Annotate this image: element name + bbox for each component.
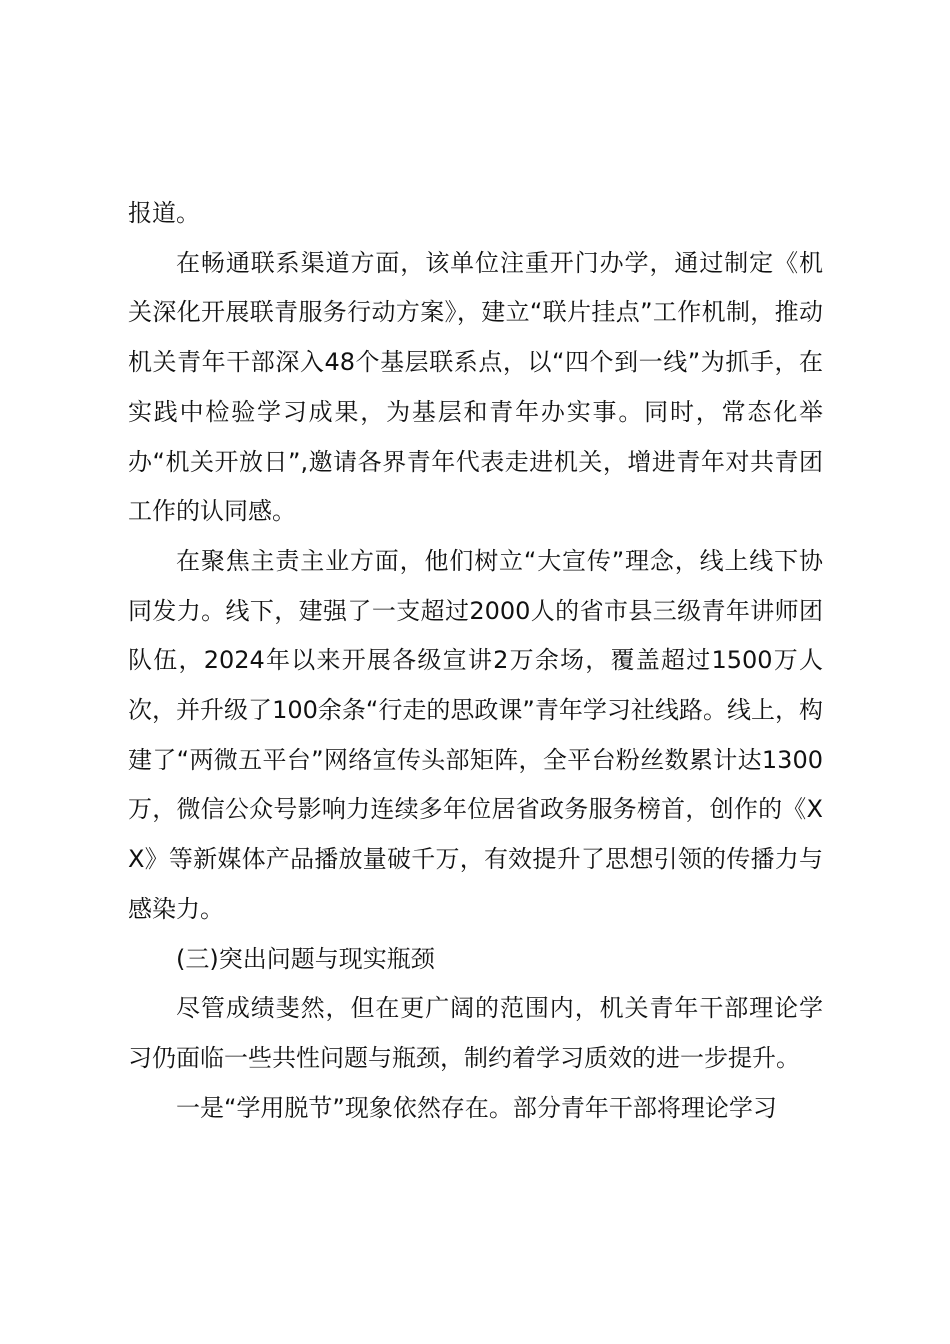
document-body [128, 189, 823, 1133]
paragraph-contact-channels: 在畅通联系渠道方面，该单位注重开门办学，通过制定《机关深化开展联青服务行动方案》，建立“联片挂点”工作机制，推动机关青年干部深入48个基层联系点，以“四个到一线”为抓手，在实践中检验学习成果，为基层和青年办实事。同时，常态化举办“机关开放日”,邀请各界青年代表走进机关，增进青年对共青团工作的认同感。 [128, 248, 823, 526]
paragraph-continuation: 报道。 [128, 199, 200, 227]
paragraph-problem-one: 一是“学用脱节”现象依然存在。部分青年干部将理论学习 [176, 1093, 777, 1122]
paragraph-problems-intro: 尽管成绩斐然，但在更广阔的范围内，机关青年干部理论学习仍面临一些共性问题与瓶颈，制约着学习质效的进一步提升。 [128, 994, 823, 1072]
paragraph-core-duties: 在聚焦主责主业方面，他们树立“大宣传”理念，线上线下协同发力。线下，建强了一支超过2000人的省市县三级青年讲师团队伍，2024年以来开展各级宣讲2万余场，覆盖超过1500万人次，并升级了100余条“行走的思政课”青年学习社线路。线上，构建了“两微五平台”网络宣传头部矩阵，全平台粉丝数累计达1300万，微信公众号影响力连续多年位居省政务服务榜首，创作的《XX》等新媒体产品播放量破千万，有效提升了思想引领的传播力与感染力。 [128, 546, 823, 923]
section-heading: (三)突出问题与现实瓶颈 [176, 944, 435, 973]
